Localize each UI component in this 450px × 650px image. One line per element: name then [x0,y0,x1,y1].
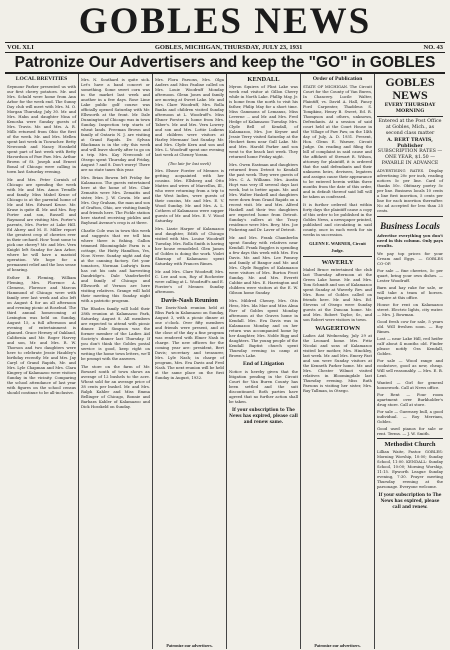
columns-area [5,74,445,649]
article-text: The store on the farm of Mr. Boward south of town shows an average of 12 bushels to the acre. Wheat sold for an average price of 38 cents per bushel. Mr. and Mrs. Ralph Kahler and Miss Emma Bellinger of Chicago, Bonnie and Barbara Kahler of Kalamazoo and Dick Hosskeld on Sunday. [81,364,150,409]
divider [377,216,443,217]
classified-item: For sale — fine cherries, 5c per quart, bring your own dishes. — Lester Woodruff. [377,268,443,283]
kendall-heading: KENDALL [247,76,280,83]
late-note: (Too late for last week) [168,161,211,166]
classified-item: Good used pianos for sale or rent. Terms. — J. W. Smith. [377,426,443,436]
publisher-name: A. BERT TRAVIS, Publisher [387,137,433,149]
business-locals-intro: Advertise everything you don't need in this column. Only pays results. [377,233,443,248]
article-text: Esther B. Fleming, William Fleming, Mrs. Florence A. Clemens, Florence and Marcus Hammond of Chicago were with family over last week and also left on August 4 for an all afternoon and evening picnic at Rosebud. The third annual homecoming at Lexington was held on Sunday, August 15, a full afternoon and evening of entertainment is planned. Grace Herney of Oakland, California and Mr. Roger Harvey and son, Mr. and Mrs. R. W. Thorson and two daughters were here to celebrate Jessie Haubley's birthday recently. Mr. and Mrs. Jay Caryl of Grand Rapids, Mr. and Mrs. Lyle Chapman and Mrs. Clara Kingery of Kalamazoo were visitors Sunday in the vicinity. Comparing the school attendance of last year with figures on the school census should continue to be all-inclusive. [7,275,76,395]
classified-item: Lost — near Lake Hill, red heifer calf about 4 months old. Finder please notify Ora Kendall, Gobles. [377,336,443,356]
subscription-note: If your subscription to The News has expired, please call and renew same. [229,407,298,424]
article-text: Mr. and Mrs. Frank Chamberlin spent Sunday with relatives near Kendall. Frank Ruggles is spending a few days this week with Mrs. Eva Davis. Mr. and Mrs. Lee Pomroy and family of Bangor and Mr. and Mrs. Clyde Ruggles of Kalamazoo were visitors of Mrs. Burton Frost Sunday. Mr. and Mrs. Everett Cabbie and Mrs. E. Harrington and children were visitors at the E. W. Gibson home Sunday. [229,235,298,295]
divider [377,116,443,117]
article-text: The Davis-Nash reunion held at Bliss Park in Kalamazoo on Sunday, August 3, with a picnic dinner at one o'clock. Over fifty members and friends were present, and at the close of the day a fine program was rendered with Elmer Nash in charge. The new officers for the coming year are: president, Bert Davis; secretary and treasurer, Mrs. Lyle Nash; in charge of program, Mrs. Eva Davis and Fred Nash. The next reunion will be held at the same place on the first Sunday in August, 1932. [155,305,224,380]
article-text: Mrs. Mildred Cheney, Mrs. Otis Hess, Mrs. Ida Mae and Miss Alma Farr of Gobles spent Monday afternoon at the Graves home in Kendall. Mrs. Eva Davis was in Kalamazoo Monday and on her return was accompanied home by her daughter, Mrs. Noble Rigg and daughters. The young people of the Kendall Baptist church spent Thursday evening in camp at Brown's Lake. [229,298,298,358]
judge-signature: GLENN E. WARNER, Circuit Judge. [309,241,366,253]
article-text: The Rhodes family will hold their 28th reunion at Kalamazoo Park, Saturday, August 8. All members are expected to attend with picnic dinner. Dale Simpson was the former member of the Ladies Aid Society's dinner last Thursday. If you don't think the Gobles postal service is good, keep right on writing the home town letters, we'll be prompt with the answers. [81,306,150,361]
classified-item: Barn and hay rake for sale, or will take a team of horses. Inquire at this office. [377,285,443,300]
divider [303,256,372,257]
article-text: STATE OF MICHIGAN. The Circuit Court for the County of Van Buren, In Chancery. Lucile Walter, Plaintiff, vs. David A. Hall, Fancy Ford Carpenter, Thaddeus S. Tompkins, Henry B. Sweet, Ed. R. Thompson and others, unknown, Defendants. At a session of said court held at the Court House in the Village of Paw Paw, on the 14th day of July, A. D. 1931. Present, Hon. Glenn E. Warner, Circuit Judge. On reading and filing the bill of complaint in said cause and the affidavit of Stewart R. Wilson, attorney for plaintiff, it is ordered that the said defendants and their unknown heirs, devisees, legatees and assigns cause their appearance to be entered herein within three months from the date of this order, and in default thereof said bill will be taken as confessed. [303,84,372,199]
column-1 [5,74,79,649]
masthead-title: GOBLES NEWS [78,1,372,42]
publication-schedule: EVERY THURSDAY MORNING [384,102,436,114]
article-text: Mabel Bruce entertained the club last Thursday afternoon at the Green Lake home. Mr. and Mrs. Tom Schmidt and son of Kalamazoo spent Sunday at Waverly. Rev. and Mrs. Ross of Gobles called on friends here. Mr. and Mrs. Ed. Stevens of Otsego were Sunday guests at the Duncan home. Mr. and Mrs. Robert Taylor, Sr., and son Robert were visitors in town. [303,267,372,322]
patronize-note: Patronize our advertisers. [314,643,361,648]
article-text: Charlie Cole was in town this week and suggests that we tell him where there is fishing. Gallon trimmed Bloomingdale Farm is a cottage, the Hutty Hamilton, Yes, Now. Never. Sunday night and day at the canning factory. Get your tomatoes, Norman Ludwig's farm has cut his oats and harvesting Dandridge's. Dale Vanderherfel and family of Chicago and Ellsworth of Vernon are here visiting relatives. Grange will hold their meeting this Sunday night with a patriotic program. [81,228,150,303]
classified-item: For Rent — Four room apartment over Burkholder's drug store. Call at store. [377,392,443,407]
postal-entry: Entered at the Post Office at Gobles, Mich., as second class matter [378,119,442,136]
dateline-bar [5,42,445,53]
column-2 [79,74,153,649]
local-brevities-heading: LOCAL BREVITIES [15,76,68,82]
wagertown-heading: WAGERTOWN [315,325,360,332]
subscription-rates: SUBSCRIPTION RATES — ONE YEAR, $1.50 — PAYABLE IN ADVANCE [377,149,443,166]
article-text: Seymour Parker presented us with our first cherry potatoes. Mr. and Mrs. Schuld were home from Ann Arbor for the week end. The Sunny Day club will meet with Mrs. M. O. Morgan Thursday, July 30. Mr. and Mrs. Hahn and daughter Nina of Kenosha were Sunday guests of Mrs. Travis. Mr. and Mrs. A. R. Mills returned from Ohio the first of the week. Mr. and Mrs. Mellen spent last week in Tiowacher. Betty Newcomb and Nancy Hosskeld spent part of last week with Betty Havordson of Paw Paw. Mrs. Arthur Brown of St. Joseph and Ernest Bonal of Chicago were calling in town last Saturday evening. [7,84,76,174]
article-text: Mrs. Owen Eastman and daughters returned from Detroit to Kendall the past week. They were guests of Mrs. C. A. Williams. Mrs. Austin Hoyt was very ill several days last week, but is better again. Mr. and Mrs. Walter Haskell and daughters were down from Grand Rapids on a recent visit. Mr. and Mrs. Alfred Haskell and their two daughters are expected home from Detroit. Sunday's callers at the Tracy residence were Mrs. Brey, Mrs. Joe Pickering and Dr. Laver of Detroit. [229,162,298,232]
business-locals-heading: Business Locals [380,221,440,231]
church-heading: Methodist Church [384,441,436,448]
issue-number: NO. 43 [423,44,443,51]
order-heading: Order of Publication [312,76,363,82]
classified-item: Wanted — Girl for general housework. Call at News office. [377,380,443,390]
article-text: Mrs. Elsner Forster of Mennes is getting acquainted with her cousins. Mrs. Ellsberg and Otto Mattes and wives of Marcellus, Ill., who were returning from a trip to the West Indies, were guests of their cousins, Mr. and Mrs. E. V. Wood Sunday. Mr. and Mrs. A. L. Cothern of Kalamazoo were supper guests of Mr. and Mrs. E. V. Wood Saturday. [155,168,224,223]
article-text: It is further ordered that within forty days the plaintiff cause a copy of this order to be published in the Gobles News, a newspaper printed, published and circulating in said county, once in each week for six weeks in succession. [303,202,372,237]
litigation-heading: End of Litigation [242,361,285,367]
column-5 [301,74,375,649]
reunion-heading: Davis-Nash Reunion [161,297,218,304]
classified-item: For sale — Wood range and cookstove, good as new, cheap. Will sell reasonably. — Mrs. E. B. Lent. [377,358,443,378]
article-text: Mrs. Brian Bowen left Friday for Kalamazoo. The guests entertained here at the home of Mrs. Clair Zemaitis were Mrs. Zemaitis and sister, Mrs. J. W. Cowin. Mr. and Mrs. Guy Graham, the man and son of Grafton, Ohio, are visiting family and friends here. The Pickle station here started receiving pickles and Bayhead Avenue's crop is at three. [81,175,150,225]
advertising-rates: ADVERTISING RATES. Display advertising 20c per inch, reading notices 5c per line. Card of thanks 50c. Obituary poetry 5c per line. Business locals 10 cents a line first insertion, 5 cents per line for each insertion thereafter. No ad accepted for less than 25 cents. [377,168,443,213]
classified-item: Good fresh cow for sale, 5 years old. Will freshen soon. — Roy Rimes. [377,319,443,334]
article-text: Mrs. N. Southard is quite sick. Let's have a band concert or something. Some sweet corn was in the market last week and another in a few days. Rose Lime Lake public golf course was officially opened Saturday with Mr. Ellsworth at the front. Mr. Dale Dunnington of Chicago was in town Sunday. Inspection trip starts of wheat lands. Freeman Brown and family of Ontario N. J. are visiting at Grand Rapids. Dr. Sylvan Blackman is in the city this week and will leave shortly after to go on a trip. Mrs. Kay Newcomb of Otsego spent Thursday and Friday, August 7 and 8. Don't worry! There are no state taxes this year. [81,77,150,172]
article-text: Notice is hereby given that the litigation pending in the Circuit Court for Van Buren County has been settled and the suit discontinued. Both parties have agreed that no further action shall be taken. [229,369,298,404]
volume-label: VOL XLI [7,44,34,51]
mini-masthead: GOBLES NEWS [385,75,435,102]
classified-item: House for rent on Kalamazoo street. Electric lights, city water. — Mrs. J. Bowman. [377,302,443,317]
waverly-heading: WAVERLY [321,259,354,266]
subscription-note: If your subscription to The News has expired, please call and renew. [378,492,442,509]
classified-item: For sale — Guernsey bull, a good individual. — Roy Merriam, Gobles. [377,409,443,424]
patronize-note: Patronize our advertisers. [166,643,213,648]
article-text: Mrs. Lizzie Harper of Kalamazoo and daughter, Edith of Chicago visited with Mrs. Louise Woodruff Tuesday. Mrs. Rolla Smith is having her house remodeled. Glen James of Gobles is doing the work. Violet Sharnap of Kalamazoo spent Saturday with Frances Rimes. [155,226,224,266]
article-text: Mr. and Mrs. Clare Woodruff, Mrs. C. Lee and son, Roy of Rochester were calling at L. Woodruff's and E. Forster's of Mennes Sunday afternoon. [155,269,224,294]
article-text: Mr. and Mrs. Peter Cornish of Chicago are spending the week with Mr. and Mrs. Amos Trendle and family. Miss Mabel Kruse of Chicago is at the parental home of Mr. and Mrs. Edward Kruse. Mr. Kruse is quite ill. Mr. and Mrs. Roy Porter and son, Russell and Raymond are visiting Mrs. Porter's parents, Mrs. Porter at Lake Hill. Ed Ahrey and M. E. Miller report the greatest crop of cherries ever in their orchard. How 'bout some to pick one cherry? Mr. and Mrs. Vern Knight left Sunday for Ann Arbor, where he will have a mastoid operation. We hope for a permanent relief and the loss sense of hearing. [7,177,77,272]
column-4 [227,74,301,649]
column-6 [375,74,445,649]
column-3 [153,74,227,649]
slogan-banner: Patronize Our Advertisers and keep the "GO" in GOBLES [5,53,445,74]
classified-item: We pay top prices for your Cream and Eggs. — GOBLES CO-OP. [377,251,443,266]
divider [377,438,443,439]
dateline-text: GOBLES, MICHIGAN, THURSDAY, JULY 23, 1931 [154,44,303,51]
article-text: Mrs. Flora Parsons, Mrs. Olga Anders and Miss Pauline called on Mrs. Louie Woodruff Monday afternoon. Glenn Jones and family are moving at Sweet Lake. Mr. and Mrs. Clare Woodruff, Mrs. Rolla Banks and children visited Sunday afternoon at L. Woodruff's. Miss Elsner Forster is home from Mrs. Taber's. Mr. and Mrs. Vern Lowery and son and Mrs. Lottie Luikens and children were visitors at Harley Mermans' last Sunday. Mr. and Mrs. Clyde Kern and son and Mrs. L. Woodruff spent one evening last week at Cheney Yoram. [155,77,224,157]
church-text: Lillian Waite, Pastor. GOBLES: Morning Worship, 10:00; Sunday School, 11:00. KENDALL: Sunday School, 10:00; Morning Worship, 11:15. Epworth League Sunday evening, 7:30. Prayer meeting Thursday evening at the parsonage. Everyone welcome. [377,449,443,489]
article-text: Ladies Aid Wednesday, July 29 at the Leonard home. Mrs. Fritz Nicolai and sons of Kalamazoo visited her mother, Mrs. Hinckley, last week. Mr. and Mrs. Emery Fast and son were Sunday visitors at the Kenneth Parker home. Mr. and Mrs. Chester Wilmot visited relatives in Bloomingdale last Thursday evening. Miss Ruth Parsons is visiting her sister, Mrs. Ray Tallman, in Otsego. [303,333,372,393]
article-text: Myron Squires of Flint Lake was week end visitor at Gillon Cherry while in North Lake. Phillip May, Jr. is home from the north to visit his father, Philip May for a short time. Miss Gammons of Lemanus, Miss Leverne ... and Mr. and Mrs. Fred Hedge of Kalamazoo Tuesday. Mrs. Clyde Bell of Kendall, of Kalamazoo, Mrs. Joe Keyser and Jessie Terry visited Saturday at the Heckert farm near Gull Lake. Mr. and Mrs. Harold Parker and son went to the beach last week. They returned home Friday night. [229,84,298,159]
